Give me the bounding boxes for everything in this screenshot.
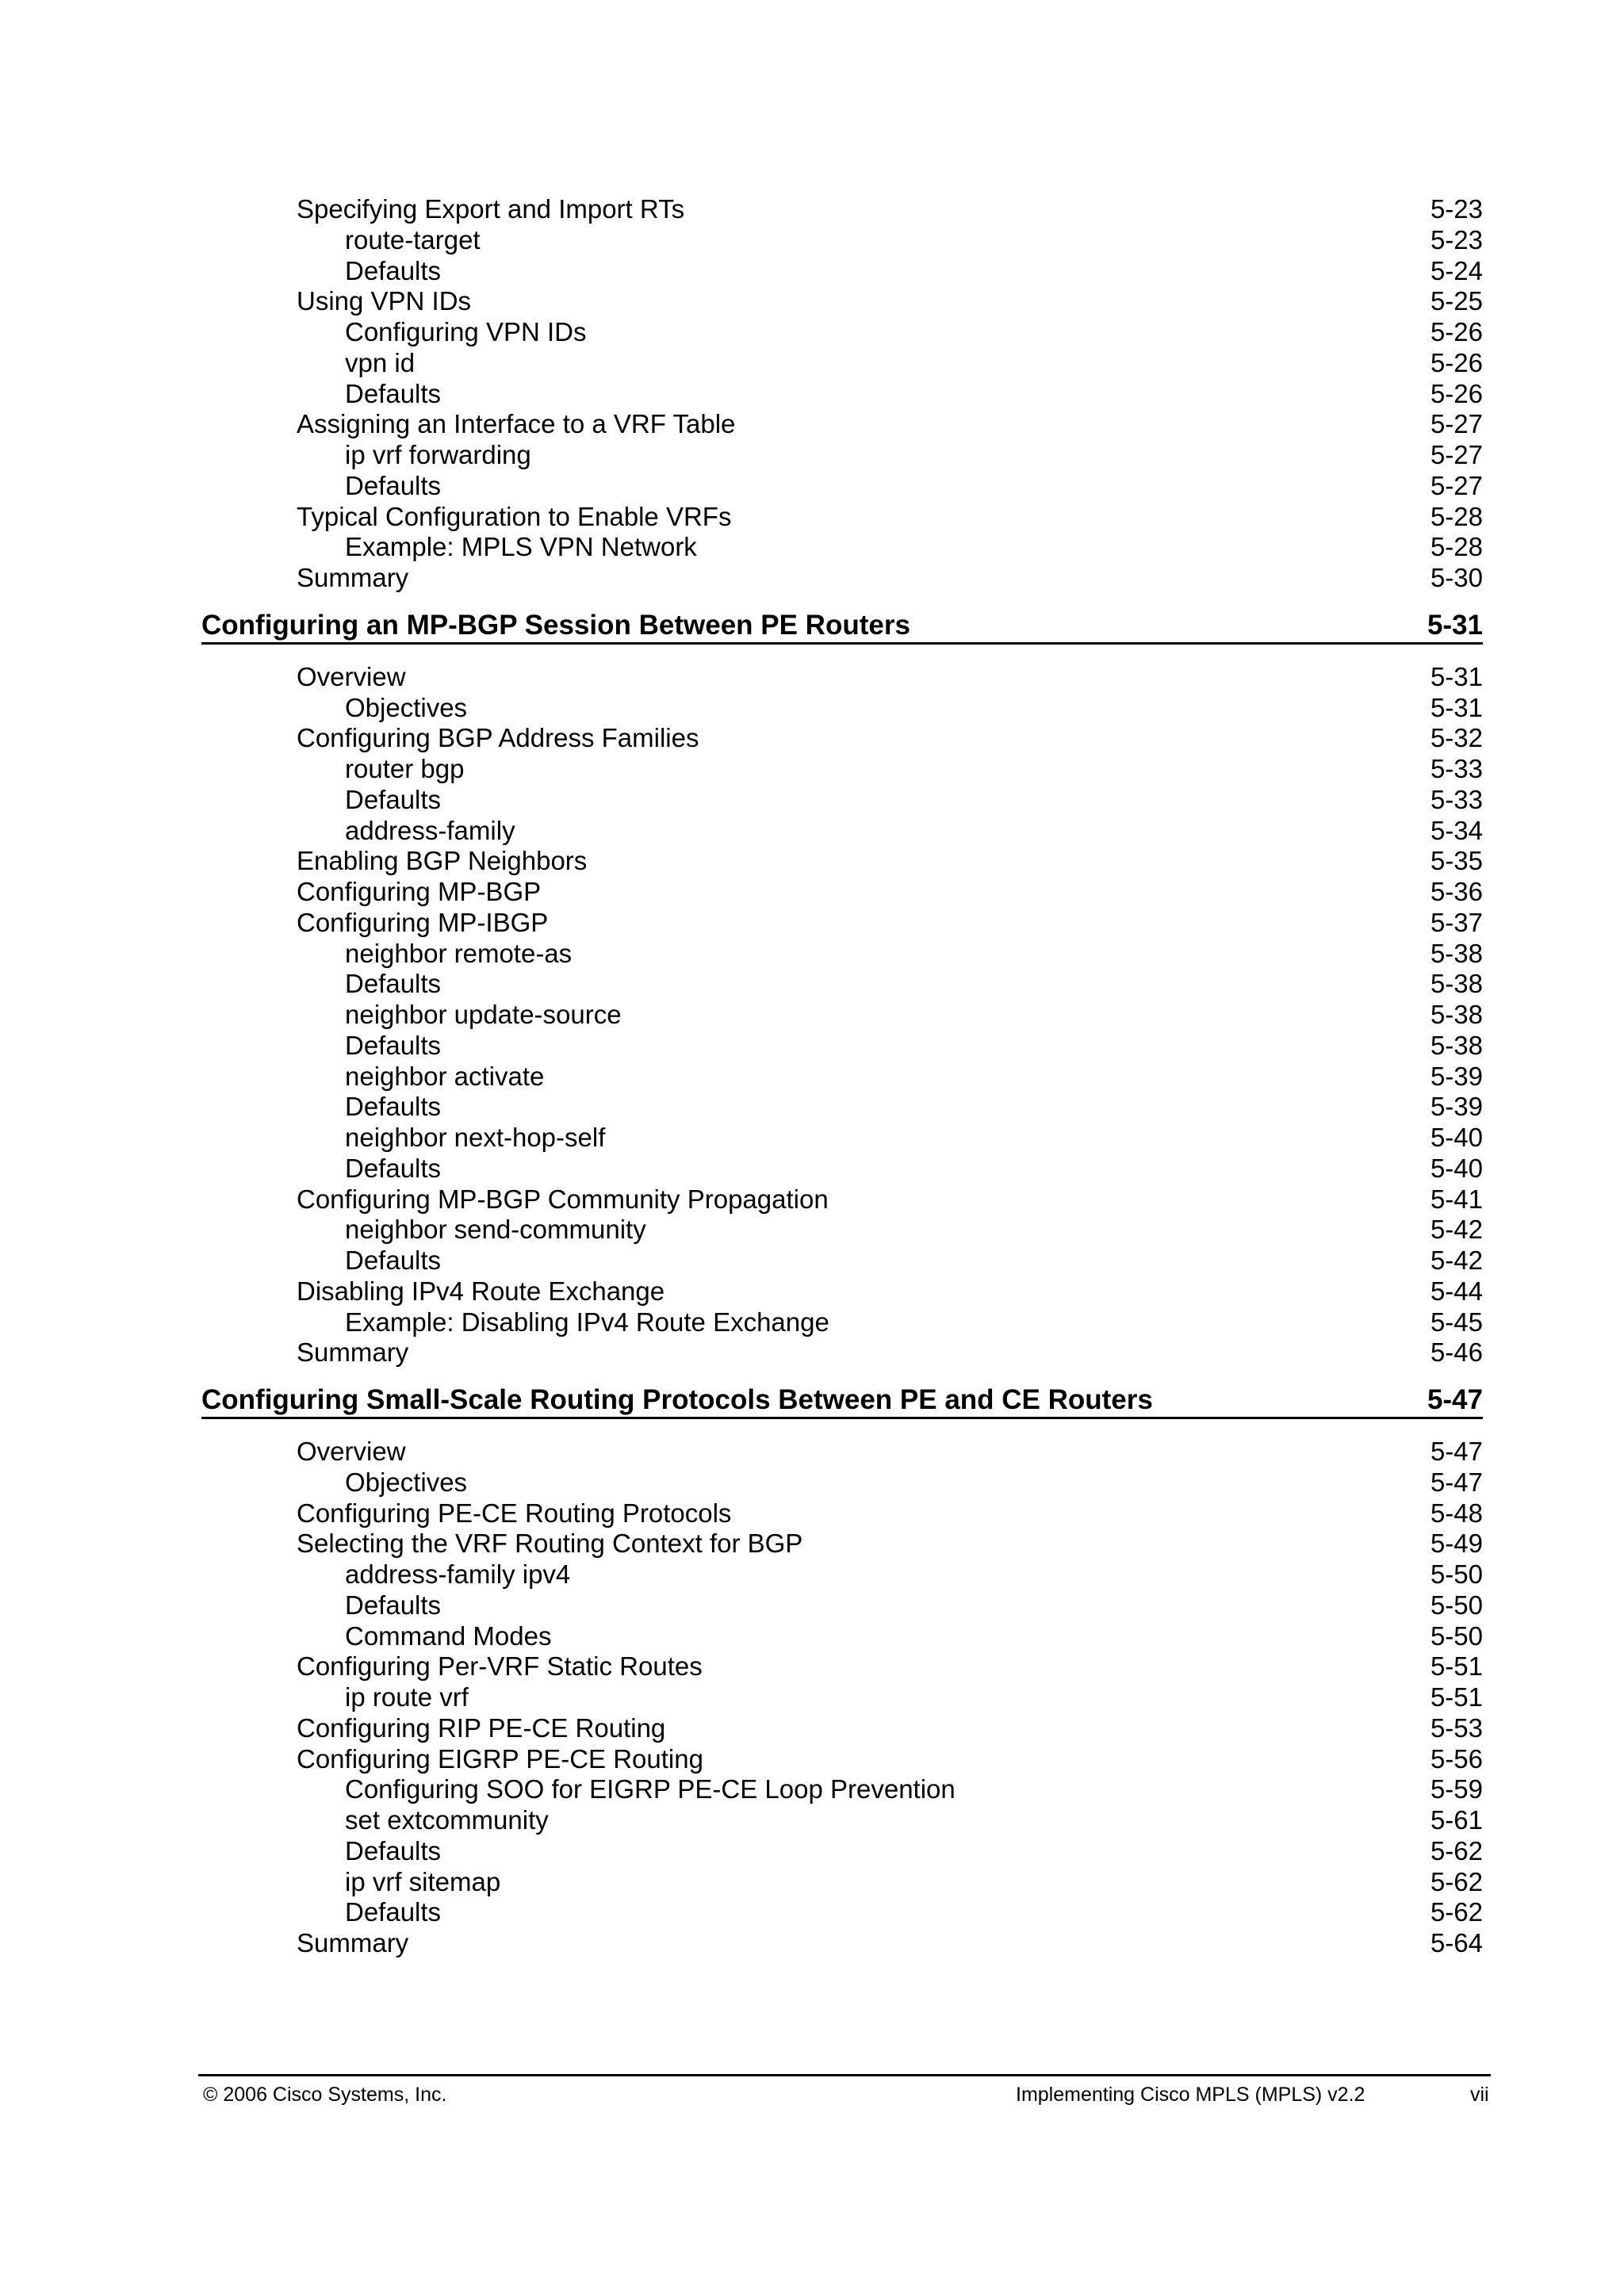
entry-page-number: 5-23 bbox=[1430, 194, 1483, 224]
entry-title: Defaults bbox=[345, 1590, 442, 1620]
toc-subentry bbox=[0, 440, 1624, 471]
entry-page-number: 5-62 bbox=[1430, 1897, 1483, 1927]
entry-title: Defaults bbox=[345, 1153, 442, 1183]
entry-page-number: 5-27 bbox=[1430, 409, 1483, 439]
toc-entry bbox=[0, 194, 1624, 225]
entry-page-number: 5-24 bbox=[1430, 255, 1483, 285]
entry-page-number: 5-49 bbox=[1430, 1529, 1483, 1559]
entry-title: Configuring BGP Address Families bbox=[297, 723, 699, 753]
entry-title: Summary bbox=[297, 1928, 409, 1957]
entry-page-number: 5-50 bbox=[1430, 1590, 1483, 1620]
entry-title: Defaults bbox=[345, 1092, 442, 1122]
toc-subentry bbox=[0, 1682, 1624, 1713]
section-title: Configuring an MP-BGP Session Between PE Routers bbox=[201, 609, 910, 641]
entry-title: vpn id bbox=[345, 347, 416, 377]
toc-entry bbox=[0, 563, 1624, 594]
toc-subentry bbox=[0, 939, 1624, 970]
entry-title: Defaults bbox=[345, 1897, 442, 1927]
toc-entry bbox=[0, 502, 1624, 533]
entry-title: Defaults bbox=[345, 1030, 442, 1060]
entry-title: Configuring Per-VRF Static Routes bbox=[297, 1651, 703, 1682]
entry-title: neighbor send-community bbox=[345, 1215, 646, 1245]
entry-title: Overview bbox=[297, 661, 406, 691]
toc-entry bbox=[0, 1276, 1624, 1307]
toc-subentry bbox=[0, 785, 1624, 816]
entry-page-number: 5-53 bbox=[1430, 1712, 1483, 1743]
entry-page-number: 5-46 bbox=[1430, 1337, 1483, 1368]
entry-title: Defaults bbox=[345, 470, 442, 500]
entry-title: Defaults bbox=[345, 1246, 442, 1275]
entry-page-number: 5-62 bbox=[1430, 1835, 1483, 1866]
section-title: Configuring Small-Scale Routing Protocols Between PE and CE Routers bbox=[201, 1384, 1153, 1415]
toc-entry bbox=[0, 846, 1624, 877]
toc-subentry bbox=[0, 1123, 1624, 1154]
entry-page-number: 5-31 bbox=[1430, 661, 1483, 691]
entry-title: ip route vrf bbox=[345, 1682, 469, 1712]
entry-title: Configuring SOO for EIGRP PE-CE Loop Prevention bbox=[345, 1774, 956, 1804]
entry-page-number: 5-45 bbox=[1430, 1307, 1483, 1337]
entry-title: router bgp bbox=[345, 754, 465, 783]
section-page-number: 5-47 bbox=[1427, 1384, 1483, 1415]
entry-title: ip vrf forwarding bbox=[345, 440, 531, 469]
entry-title: Configuring VPN IDs bbox=[345, 317, 587, 346]
entry-title: Defaults bbox=[345, 378, 442, 408]
entry-title: Configuring PE-CE Routing Protocols bbox=[297, 1498, 732, 1528]
toc-subentry bbox=[0, 1000, 1624, 1031]
entry-title: Summary bbox=[297, 563, 409, 592]
toc-subentry bbox=[0, 693, 1624, 724]
toc-subentry bbox=[0, 317, 1624, 348]
entry-page-number: 5-26 bbox=[1430, 347, 1483, 377]
toc-subentry bbox=[0, 532, 1624, 563]
entry-page-number: 5-47 bbox=[1430, 1437, 1483, 1466]
entry-title: Overview bbox=[297, 1437, 406, 1466]
toc-entry bbox=[0, 1529, 1624, 1559]
entry-page-number: 5-42 bbox=[1430, 1246, 1483, 1275]
toc-subentry bbox=[0, 1062, 1624, 1093]
entry-page-number: 5-50 bbox=[1430, 1621, 1483, 1651]
entry-page-number: 5-33 bbox=[1430, 754, 1483, 783]
entry-page-number: 5-27 bbox=[1430, 470, 1483, 500]
footer-copyright: © 2006 Cisco Systems, Inc. bbox=[203, 2084, 447, 2106]
entry-title: Disabling IPv4 Route Exchange bbox=[297, 1276, 665, 1306]
entry-page-number: 5-56 bbox=[1430, 1743, 1483, 1774]
toc-entry bbox=[0, 286, 1624, 317]
toc-subentry bbox=[0, 1246, 1624, 1276]
toc-subentry bbox=[0, 969, 1624, 1000]
toc-subentry bbox=[0, 225, 1624, 256]
entry-page-number: 5-40 bbox=[1430, 1153, 1483, 1183]
entry-title: Objectives bbox=[345, 692, 468, 722]
entry-page-number: 5-42 bbox=[1430, 1215, 1483, 1245]
entry-title: neighbor update-source bbox=[345, 1000, 622, 1029]
entry-title: Defaults bbox=[345, 255, 442, 285]
entry-title: neighbor next-hop-self bbox=[345, 1123, 606, 1152]
entry-title: Example: MPLS VPN Network bbox=[345, 532, 697, 562]
entry-title: Configuring EIGRP PE-CE Routing bbox=[297, 1743, 703, 1774]
toc-entry bbox=[0, 1184, 1624, 1215]
entry-page-number: 5-39 bbox=[1430, 1061, 1483, 1091]
toc-entry bbox=[0, 877, 1624, 908]
entry-title: Example: Disabling IPv4 Route Exchange bbox=[345, 1307, 829, 1337]
entry-page-number: 5-64 bbox=[1430, 1928, 1483, 1957]
toc-subentry bbox=[0, 1154, 1624, 1184]
footer-divider bbox=[198, 2074, 1491, 2076]
entry-page-number: 5-25 bbox=[1430, 286, 1483, 316]
toc-subentry bbox=[0, 1621, 1624, 1652]
entry-page-number: 5-62 bbox=[1430, 1866, 1483, 1896]
entry-title: neighbor activate bbox=[345, 1061, 545, 1091]
entry-title: Configuring MP-BGP Community Propagation bbox=[297, 1184, 829, 1214]
toc-subentry bbox=[0, 816, 1624, 847]
toc-subentry bbox=[0, 1590, 1624, 1621]
footer-page-number: vii bbox=[1470, 2084, 1489, 2106]
entry-page-number: 5-28 bbox=[1430, 532, 1483, 562]
entry-title: Command Modes bbox=[345, 1621, 552, 1651]
entry-page-number: 5-38 bbox=[1430, 1000, 1483, 1029]
entry-page-number: 5-41 bbox=[1430, 1184, 1483, 1214]
toc-subentry bbox=[0, 1307, 1624, 1338]
toc-subentry bbox=[0, 256, 1624, 287]
entry-title: neighbor remote-as bbox=[345, 938, 573, 968]
toc-entry bbox=[0, 1744, 1624, 1775]
entry-page-number: 5-27 bbox=[1430, 440, 1483, 469]
toc-subentry bbox=[0, 1836, 1624, 1867]
entry-title: Summary bbox=[297, 1337, 409, 1368]
toc-subentry bbox=[0, 1468, 1624, 1498]
entry-page-number: 5-61 bbox=[1430, 1805, 1483, 1835]
entry-page-number: 5-59 bbox=[1430, 1774, 1483, 1804]
entry-page-number: 5-31 bbox=[1430, 692, 1483, 722]
entry-title: address-family ipv4 bbox=[345, 1559, 571, 1589]
toc-subentry bbox=[0, 754, 1624, 785]
entry-page-number: 5-40 bbox=[1430, 1123, 1483, 1152]
section-underline bbox=[201, 642, 1483, 645]
entry-title: ip vrf sitemap bbox=[345, 1866, 501, 1896]
toc-entry bbox=[0, 1437, 1624, 1468]
section-underline bbox=[201, 1417, 1483, 1419]
entry-title: Defaults bbox=[345, 969, 442, 999]
entry-title: Configuring MP-IBGP bbox=[297, 907, 549, 937]
toc-subentry bbox=[0, 1774, 1624, 1805]
toc-entry bbox=[0, 409, 1624, 440]
entry-title: route-target bbox=[345, 224, 481, 254]
toc-subentry bbox=[0, 348, 1624, 379]
toc-entry bbox=[0, 1713, 1624, 1744]
toc-subentry bbox=[0, 1559, 1624, 1590]
entry-page-number: 5-38 bbox=[1430, 969, 1483, 999]
entry-page-number: 5-32 bbox=[1430, 723, 1483, 753]
entry-page-number: 5-47 bbox=[1430, 1467, 1483, 1497]
entry-page-number: 5-50 bbox=[1430, 1559, 1483, 1589]
toc-subentry bbox=[0, 1031, 1624, 1062]
toc-entry bbox=[0, 1337, 1624, 1368]
entry-title: Defaults bbox=[345, 784, 442, 814]
toc-subentry bbox=[0, 379, 1624, 410]
entry-title: Configuring MP-BGP bbox=[297, 877, 542, 906]
entry-page-number: 5-44 bbox=[1430, 1276, 1483, 1306]
entry-page-number: 5-28 bbox=[1430, 501, 1483, 531]
toc-section-heading bbox=[0, 602, 1624, 649]
toc-section-heading bbox=[0, 1376, 1624, 1424]
entry-title: Using VPN IDs bbox=[297, 286, 472, 316]
entry-page-number: 5-35 bbox=[1430, 846, 1483, 876]
entry-title: Configuring RIP PE-CE Routing bbox=[297, 1712, 666, 1743]
toc-subentry bbox=[0, 1867, 1624, 1898]
toc-subentry bbox=[0, 471, 1624, 502]
entry-page-number: 5-38 bbox=[1430, 1030, 1483, 1060]
toc-entry bbox=[0, 1498, 1624, 1529]
footer-book-title: Implementing Cisco MPLS (MPLS) v2.2 bbox=[1016, 2084, 1365, 2106]
entry-page-number: 5-51 bbox=[1430, 1651, 1483, 1682]
entry-page-number: 5-23 bbox=[1430, 224, 1483, 254]
entry-title: Typical Configuration to Enable VRFs bbox=[297, 501, 732, 531]
entry-page-number: 5-33 bbox=[1430, 784, 1483, 814]
toc-entry bbox=[0, 1651, 1624, 1682]
toc-subentry bbox=[0, 1897, 1624, 1928]
entry-page-number: 5-34 bbox=[1430, 815, 1483, 845]
toc-subentry bbox=[0, 1092, 1624, 1123]
entry-title: Enabling BGP Neighbors bbox=[297, 846, 588, 876]
entry-title: set extcommunity bbox=[345, 1805, 549, 1835]
toc-entry bbox=[0, 908, 1624, 939]
entry-title: Defaults bbox=[345, 1835, 442, 1866]
section-page-number: 5-31 bbox=[1427, 609, 1483, 641]
entry-page-number: 5-37 bbox=[1430, 907, 1483, 937]
entry-page-number: 5-51 bbox=[1430, 1682, 1483, 1712]
toc-subentry bbox=[0, 1805, 1624, 1836]
toc-entry bbox=[0, 1928, 1624, 1959]
toc-entry bbox=[0, 723, 1624, 754]
entry-page-number: 5-26 bbox=[1430, 317, 1483, 346]
toc-subentry bbox=[0, 1215, 1624, 1246]
entry-title: Selecting the VRF Routing Context for BGP bbox=[297, 1529, 803, 1559]
entry-title: Objectives bbox=[345, 1467, 468, 1497]
toc-entry bbox=[0, 662, 1624, 693]
table-of-contents bbox=[0, 194, 1624, 1959]
entry-title: Assigning an Interface to a VRF Table bbox=[297, 409, 736, 439]
entry-title: Specifying Export and Import RTs bbox=[297, 194, 685, 224]
entry-page-number: 5-30 bbox=[1430, 563, 1483, 592]
entry-title: address-family bbox=[345, 815, 515, 845]
entry-page-number: 5-39 bbox=[1430, 1092, 1483, 1122]
entry-page-number: 5-38 bbox=[1430, 938, 1483, 968]
entry-page-number: 5-36 bbox=[1430, 877, 1483, 906]
entry-page-number: 5-26 bbox=[1430, 378, 1483, 408]
entry-page-number: 5-48 bbox=[1430, 1498, 1483, 1528]
